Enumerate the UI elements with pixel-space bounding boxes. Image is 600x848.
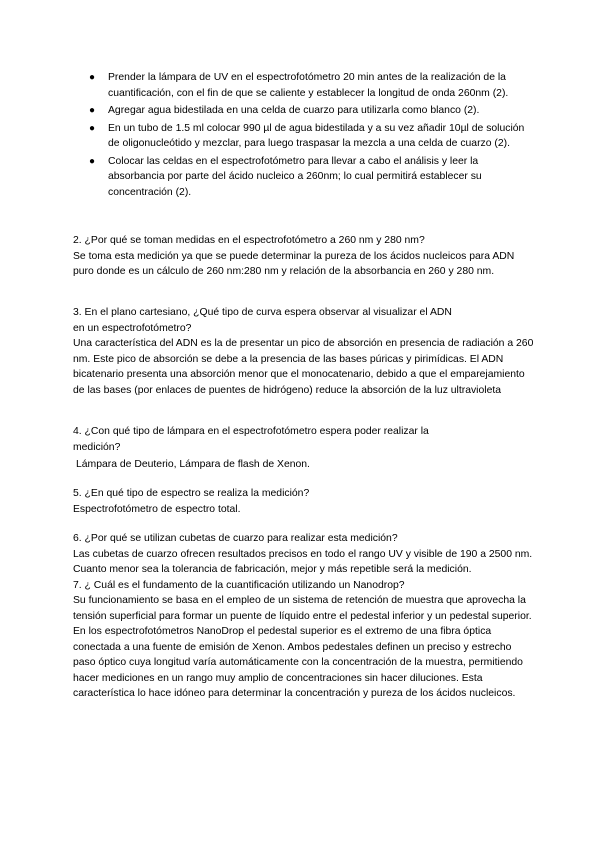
- list-item: [86, 70, 526, 101]
- list-item-text: Prender la lámpara de UV en el espectrofotómetro 20 min antes de la realización de la cuantificación, con el fin de que se caliente y establecer la longitud de onda 260nm (2).: [108, 72, 509, 99]
- question-3-line-1: 3. En el plano cartesiano, ¿Qué tipo de curva espera observar al visualizar el ADN: [73, 307, 452, 318]
- answer-6: Las cubetas de cuarzo ofrecen resultados precisos en todo el rango UV y visible de 190 a 2500 nm. Cuanto menor sea la tolerancia de fabricación, mejor y más repetible será la medición.: [73, 548, 533, 575]
- procedure-list: [86, 70, 526, 202]
- answer-2: Se toma esta medición ya que se puede determinar la pureza de los ácidos nucleicos para ADN puro donde es un cálculo de 260 nm:280 nm y relación de la absorbancia en 260 y 280 nm.: [73, 250, 515, 277]
- bullet-icon: ●: [89, 155, 96, 167]
- answer-5: Espectrofotómetro de espectro total.: [73, 503, 241, 515]
- list-item: [86, 103, 526, 119]
- bullet-icon: ●: [89, 122, 96, 134]
- list-item-text: Agregar agua bidestilada en una celda de cuarzo para utilizarla como blanco (2).: [108, 105, 480, 116]
- bullet-icon: ●: [89, 72, 96, 83]
- question-4-section: [73, 424, 535, 473]
- answer-3: Una característica del ADN es la de presentar un pico de absorción en presencia de radiación a 260 nm. Este pico de absorción se debe a la presencia de las bases púricas y pirimídicas. El ADN bicatenario presenta una absorción menor que el monocatenario, debido a que el emparejamiento de las bases (por enlaces de puentes de hidrógeno) reduce la absorción de la luz ultravioleta: [73, 338, 534, 396]
- list-item-text: En un tubo de 1.5 ml colocar 990 µl de agua bidestilada y a su vez añadir 10µl de solución de oligonucleótido y mezclar, para luego traspasar la mezcla a una celda de cuarzo (2).: [108, 122, 525, 149]
- question-4-line-1: 4. ¿Con qué tipo de lámpara en el espectrofotómetro espera poder realizar la: [73, 426, 429, 437]
- question-6-7-section: [73, 531, 535, 702]
- question-7: 7. ¿ Cuál es el fundamento de la cuantificación utilizando un Nanodrop?: [73, 579, 405, 591]
- answer-4: Lámpara de Deuterio, Lámpara de flash de Xenon.: [76, 459, 310, 470]
- list-item: [86, 154, 526, 201]
- question-2-section: [73, 233, 535, 280]
- answer-7: Su funcionamiento se basa en el empleo de un sistema de retención de muestra que aprovecha la tensión superficial para formar un puente de líquido entre el pedestal inferior y un pedestal superior. En los espectrofotómetros NanoDrop el pedestal superior es el extremo de una fibra óptica conectada a una fuente de emisión de Xenon. Ambos pedestales definen un preciso y estrecho paso óptico cuya longitud varía automáticamente con la concentración de la muestra, permitiendo hacer mediciones en un rango muy amplio de concentraciones sin hacer diluciones. Esta característica lo hace idóneo para determinar la concentración y pureza de los ácidos nucleicos.: [73, 595, 532, 699]
- list-item: [86, 121, 526, 152]
- question-4-line-2: medición?: [73, 441, 121, 453]
- list-item-text: Colocar las celdas en el espectrofotómetro para llevar a cabo el análisis y leer la absorbancia por parte del ácido nucleico a 260nm; lo cual permitirá establecer su concentración (2).: [108, 155, 482, 198]
- question-6: 6. ¿Por qué se utilizan cubetas de cuarzo para realizar esta medición?: [73, 533, 398, 544]
- question-5: 5. ¿En qué tipo de espectro se realiza la medición?: [73, 488, 310, 499]
- question-3-line-2: en un espectrofotómetro?: [73, 322, 192, 334]
- question-5-section: [73, 486, 535, 517]
- question-3-section: [73, 305, 535, 398]
- bullet-icon: ●: [89, 105, 96, 116]
- question-2: 2. ¿Por qué se toman medidas en el espectrofotómetro a 260 nm y 280 nm?: [73, 235, 425, 246]
